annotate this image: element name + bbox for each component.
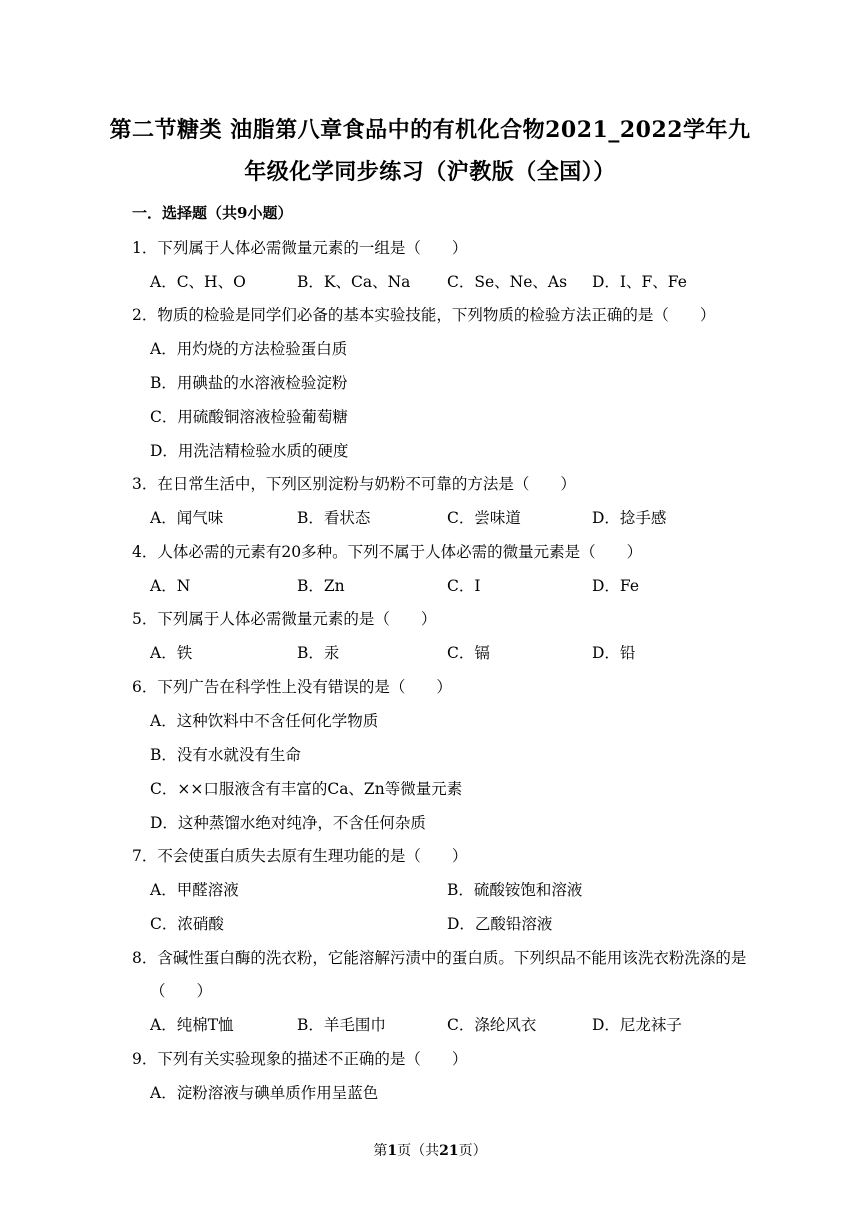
footer-page-number: 1: [387, 1143, 398, 1159]
q5-option-b: B．汞: [297, 644, 340, 662]
title-line-1: 第二节糖类 油脂第八章食品中的有机化合物2021_2022学年九: [109, 117, 751, 143]
q8-option-b: B．羊毛围巾: [297, 1016, 386, 1034]
q6-option-c: C．××口服液含有丰富的Ca、Zn等微量元素: [150, 780, 463, 798]
question-8-stem-continued: （ ）: [150, 982, 213, 1000]
q2-option-d: D．用洗洁精检验水质的硬度: [150, 442, 349, 460]
footer-prefix: 第: [373, 1143, 388, 1159]
page-footer: [0, 1140, 860, 1160]
q3-option-a: A．闻气味: [150, 509, 224, 527]
q8-option-d: D．尼龙袜子: [592, 1016, 682, 1034]
question-9-stem: 9．下列有关实验现象的描述不正确的是（ ）: [132, 1050, 468, 1068]
section-title: 一．选择题（共9小题）: [132, 204, 293, 222]
q4-option-d: D．Fe: [592, 577, 640, 595]
q2-option-b: B．用碘盐的水溶液检验淀粉: [150, 374, 348, 392]
q4-option-a: A．N: [150, 577, 191, 595]
q1-option-b: B．K、Ca、Na: [297, 273, 411, 291]
q6-option-b: B．没有水就没有生命: [150, 746, 301, 764]
q6-option-d: D．这种蒸馏水绝对纯净，不含任何杂质: [150, 814, 426, 832]
question-8-stem: 8．含碱性蛋白酶的洗衣粉，它能溶解污渍中的蛋白质。下列织品不能用该洗衣粉洗涤的是: [132, 949, 747, 967]
q7-option-a: A．甲醛溶液: [150, 881, 239, 899]
question-7-stem: 7．不会使蛋白质失去原有生理功能的是（ ）: [132, 847, 468, 865]
q5-option-d: D．铅: [592, 644, 636, 662]
question-6-stem: 6．下列广告在科学性上没有错误的是（ ）: [132, 678, 452, 696]
footer-suffix: 页）: [458, 1143, 487, 1159]
q2-option-c: C．用硫酸铜溶液检验葡萄糖: [150, 408, 348, 426]
q5-option-a: A．铁: [150, 644, 193, 662]
q4-option-b: B．Zn: [297, 577, 345, 595]
question-1-stem: 1．下列属于人体必需微量元素的一组是（ ）: [132, 239, 468, 257]
footer-total-pages: 21: [439, 1143, 459, 1159]
footer-middle: 页（共: [397, 1143, 440, 1159]
q7-option-b: B．硫酸铵饱和溶液: [447, 881, 583, 899]
question-5-stem: 5．下列属于人体必需微量元素的是（ ）: [132, 610, 437, 628]
question-2-stem: 2．物质的检验是同学们必备的基本实验技能，下列物质的检验方法正确的是（ ）: [132, 306, 716, 324]
q6-option-a: A．这种饮料中不含任何化学物质: [150, 712, 379, 730]
q8-option-a: A．纯棉T恤: [150, 1016, 234, 1034]
q9-option-a: A．淀粉溶液与碘单质作用呈蓝色: [150, 1084, 379, 1102]
q8-option-c: C．涤纶风衣: [447, 1016, 537, 1034]
q2-option-a: A．用灼烧的方法检验蛋白质: [150, 340, 348, 358]
q3-option-c: C．尝味道: [447, 509, 521, 527]
q1-option-c: C．Se、Ne、As: [447, 273, 568, 291]
title-line-2: 年级化学同步练习（沪教版（全国））: [244, 159, 616, 185]
question-3-stem: 3．在日常生活中，下列区别淀粉与奶粉不可靠的方法是（ ）: [132, 475, 576, 493]
q1-option-d: D．I、F、Fe: [592, 273, 687, 291]
q7-option-c: C．浓硝酸: [150, 915, 224, 933]
question-4-stem: 4．人体必需的元素有20多种。下列不属于人体必需的微量元素是（ ）: [132, 543, 643, 561]
q1-option-a: A．C、H、O: [150, 273, 246, 291]
q3-option-d: D．捻手感: [592, 509, 667, 527]
q4-option-c: C．I: [447, 577, 481, 595]
q3-option-b: B．看状态: [297, 509, 371, 527]
q5-option-c: C．镉: [447, 644, 490, 662]
q7-option-d: D．乙酸铅溶液: [447, 915, 553, 933]
